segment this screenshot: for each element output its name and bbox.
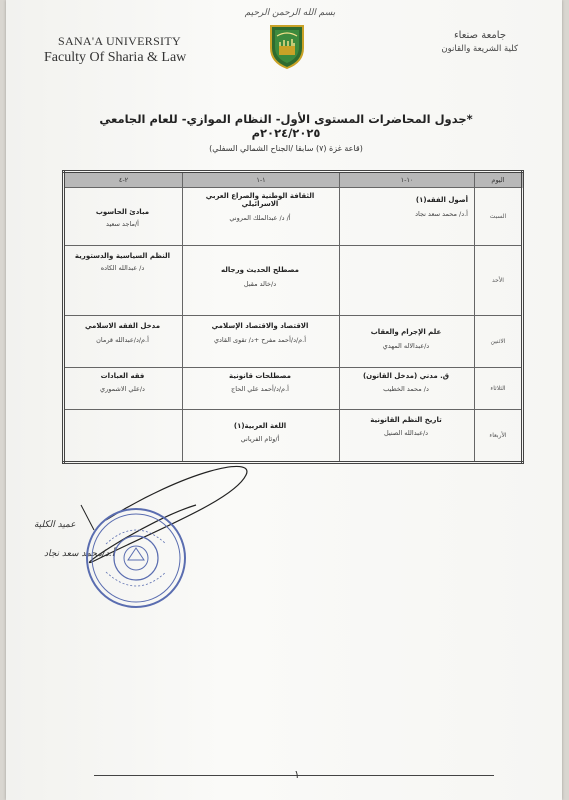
page-number: ١: [294, 768, 300, 781]
subject-label: الثقافة الوطنية والصراع العربي الاسرائيلي: [205, 192, 315, 208]
subject-label: اللغة العربية(١): [233, 422, 287, 430]
signature-title: عميد الكلية: [34, 520, 76, 530]
instructor-label: أ/ماجد سعيد: [106, 220, 139, 228]
instructor-label: د/ محمد الخطيب: [383, 385, 429, 393]
header-slot-1: ١٠-١: [340, 172, 475, 188]
day-cell: الأربعاء: [475, 410, 523, 463]
university-name-en: SANA'A UNIVERSITY: [58, 34, 181, 48]
header-day: اليوم: [475, 172, 523, 188]
hall-subtitle: (قاعة غزة (٧) سابقا /الجناح الشمالي السفلي): [209, 144, 363, 153]
day-cell: السبت: [475, 188, 523, 246]
subject-label: النظم السياسية والدستورية: [74, 252, 171, 260]
official-stamp-icon: [86, 508, 186, 608]
university-name-ar: جامعة صنعاء: [453, 30, 506, 41]
instructor-label: أ/وئام الفرياني: [240, 435, 280, 443]
faculty-name-en: Faculty Of Sharia & Law: [44, 50, 187, 65]
signature-name: أ.د/محمد سعد نجاد: [44, 549, 115, 559]
day-cell: الأحد: [475, 246, 523, 316]
instructor-label: أ.م/د/عبدالله قرمان: [96, 336, 149, 344]
day-cell: الثلاثاء: [475, 368, 523, 410]
day-cell: الاثنين: [475, 316, 523, 368]
subject-label: أصول الفقه(١): [415, 196, 468, 204]
subject-label: تاريخ النظم القانونية: [370, 416, 442, 424]
document-page: [6, 0, 562, 800]
subject-label: مصطلح الحديث ورجاله: [221, 266, 299, 274]
stamp-seal-icon: [88, 510, 184, 606]
basmala-calligraphy: بسم الله الرحمن الرحيم: [244, 8, 336, 18]
subject-label: فقه العبادات: [100, 372, 145, 380]
subject-label: مبادئ الحاسوب: [95, 208, 150, 216]
instructor-label: د/عبدالله الصنيل: [383, 429, 429, 437]
header-slot-3: ٢-٤: [64, 172, 183, 188]
subject-label: مدخل الفقه الاسلامي: [84, 322, 161, 330]
header-slot-2: ١-١: [183, 172, 340, 188]
subject-label: مصطلحات قانونية: [228, 372, 291, 380]
subject-label: الاقتصاد والاقتصاد الإسلامي: [211, 322, 309, 330]
instructor-label: أ/ د/ عبدالملك المروني: [229, 214, 291, 222]
subject-label: علم الإجرام والعقاب: [370, 328, 442, 336]
instructor-label: أ.د/ محمد سعد نجاد: [415, 210, 468, 218]
subject-label: ق. مدني (مدخل القانون): [362, 372, 450, 380]
instructor-label: أ.م/د/أحمد مفرح +د/ تقوى القادي: [213, 336, 307, 344]
instructor-label: د/علي الاشموري: [100, 385, 145, 393]
instructor-label: د/ عبدالله الكاده: [100, 264, 145, 272]
faculty-name-ar: كلية الشريعة والقانون: [441, 44, 518, 54]
schedule-title: *جدول المحاضرات المستوى الأول- النظام الموازي- للعام الجامعي ٢٠٢٤/٢٠٢٥م: [99, 112, 473, 140]
instructor-label: د/خالد مقبل: [243, 280, 277, 288]
instructor-label: أ.م/د/أحمد علي الحاج: [231, 385, 289, 393]
instructor-label: د/عبدالاله المهدي: [382, 342, 430, 350]
